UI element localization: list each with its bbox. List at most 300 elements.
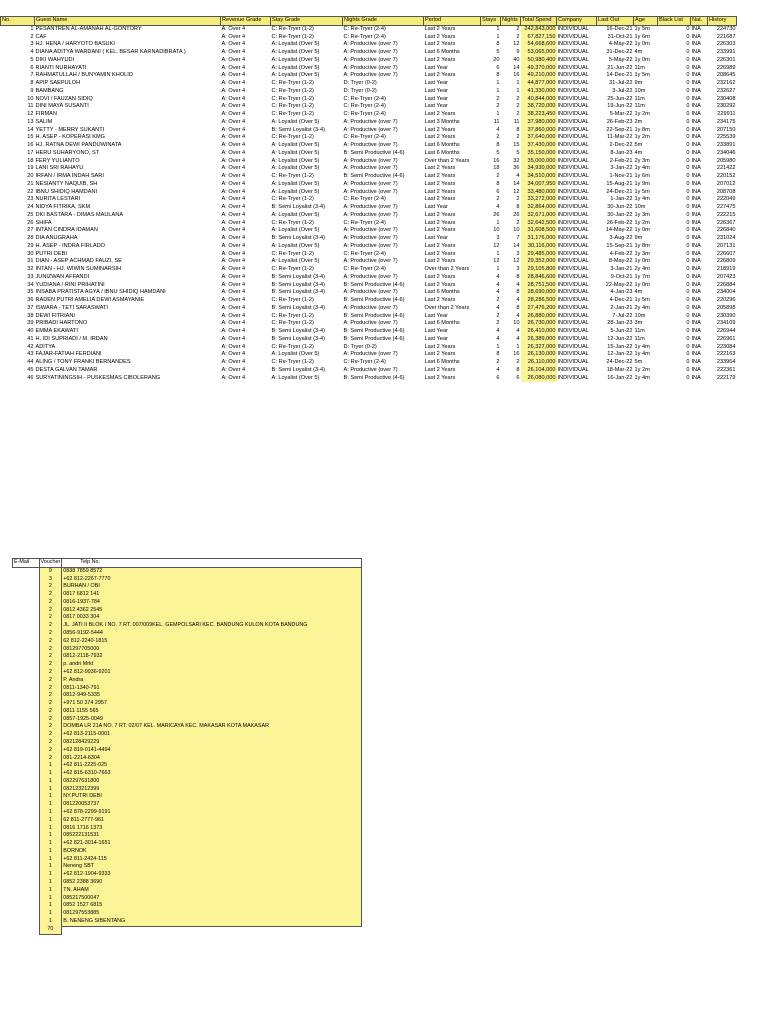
voucher-count-cell[interactable]: 2 xyxy=(39,630,62,638)
voucher-count-cell[interactable]: 2 xyxy=(39,638,62,646)
col-nat-cell[interactable]: INA xyxy=(691,95,701,102)
col-company-cell[interactable]: INDIVIDUAL xyxy=(557,72,589,79)
col-total-spend-cell[interactable]: 37,430,000 xyxy=(521,142,557,150)
voucher-count-cell[interactable]: 1 xyxy=(39,895,62,903)
col-nights-cell[interactable]: 2 xyxy=(516,95,520,102)
telp-no-cell[interactable]: +62 878-2299-9191 xyxy=(62,809,362,817)
col-guest-name-cell[interactable]: DIA ANUGRAHA xyxy=(35,235,78,241)
col-stays-cell[interactable]: 4 xyxy=(496,335,500,342)
col-black-list-cell[interactable]: 0 xyxy=(686,235,690,241)
email-cell[interactable] xyxy=(13,895,40,903)
col-history-cell[interactable]: 220296 xyxy=(716,297,736,303)
col-stays-cell[interactable]: 2 xyxy=(496,320,500,327)
telp-no-cell[interactable]: +62 821-3014-1651 xyxy=(62,840,362,848)
col-stay-grade-cell[interactable]: A: Loyalist (Over 5) xyxy=(271,211,320,218)
col-revenue-grade-cell[interactable]: A: Over 4 xyxy=(221,25,246,32)
voucher-count-cell[interactable]: 2 xyxy=(39,692,62,700)
col-stays-cell[interactable]: 4 xyxy=(496,204,500,210)
col-age-cell[interactable]: 1y 3m xyxy=(634,250,650,257)
col-revenue-grade-cell[interactable]: A: Over 4 xyxy=(221,41,246,48)
col-black-list-cell[interactable]: 0 xyxy=(686,273,690,280)
email-cell[interactable] xyxy=(13,716,40,724)
col-nat-cell[interactable]: INA xyxy=(691,142,701,148)
col-no-cell[interactable]: 29 xyxy=(27,242,34,249)
col-nat-cell[interactable]: INA xyxy=(691,250,701,257)
col-no-cell[interactable]: 3 xyxy=(30,41,34,48)
col-company-cell[interactable]: INDIVIDUAL xyxy=(557,80,589,86)
col-history-cell[interactable]: 232162 xyxy=(716,80,736,86)
col-period-cell[interactable]: Last 2 Years xyxy=(424,33,456,40)
email-cell[interactable] xyxy=(13,739,40,747)
col-revenue-grade-cell[interactable]: A: Over 4 xyxy=(221,366,246,373)
col-revenue-grade-cell[interactable]: A: Over 4 xyxy=(221,351,246,358)
telp-no-cell[interactable]: 081297553885 xyxy=(62,910,362,918)
telp-no-cell[interactable]: BURHAN / OBI xyxy=(62,583,362,591)
col-nights-cell[interactable]: 2 xyxy=(516,219,520,226)
voucher-count-cell[interactable]: 1 xyxy=(39,879,62,887)
col-nights-grade-cell[interactable]: B: Semi Productive (4-6) xyxy=(343,312,405,319)
col-guest-name-cell[interactable]: DESTA GALVAN TAMAR xyxy=(35,366,98,373)
col-revenue-grade-cell[interactable]: A: Over 4 xyxy=(221,173,246,179)
col-no-cell[interactable]: 46 xyxy=(27,374,34,381)
telp-no-cell[interactable]: 0812-949-5335 xyxy=(62,692,362,700)
col-nights-cell[interactable]: 12 xyxy=(513,188,520,195)
col-last-out-cell[interactable]: 24-Dec-22 xyxy=(606,359,633,365)
col-company-cell[interactable]: INDIVIDUAL xyxy=(557,56,589,63)
col-company-cell[interactable]: INDIVIDUAL xyxy=(557,134,589,141)
col-last-out-cell[interactable]: 4-May-22 xyxy=(608,41,633,48)
col-last-out-cell[interactable]: 5-May-22 xyxy=(608,56,633,63)
telp-no-cell[interactable]: DOMBA LR 21A NO. 7 RT. 02/07 KEL. MARICAYA KEC. MAKASAR KOTA MAKASAR xyxy=(62,723,362,731)
email-cell[interactable] xyxy=(13,723,40,731)
col-no-cell[interactable]: 1 xyxy=(30,25,34,32)
col-company-cell[interactable]: INDIVIDUAL xyxy=(557,273,589,280)
col-nights-grade-cell[interactable]: B: Semi Productive (4-6) xyxy=(343,374,405,381)
col-black-list-cell[interactable]: 0 xyxy=(686,173,690,179)
col-age-cell[interactable]: 10m xyxy=(634,204,646,210)
col-guest-name-cell[interactable]: APIP SAEPULOH xyxy=(35,80,81,86)
email-cell[interactable] xyxy=(13,770,40,778)
telp-no-cell[interactable]: 0856-9192-5444 xyxy=(62,630,362,638)
col-guest-name-cell[interactable]: H. IDI SUPRIADI / M. IRDAN xyxy=(35,335,108,342)
col-total-spend-cell[interactable]: 26,080,000 xyxy=(521,375,557,383)
voucher-count-cell[interactable]: 3 xyxy=(39,576,62,584)
col-stay-grade-cell[interactable]: C: Re-Tryer (1-2) xyxy=(271,173,314,179)
col-history-cell[interactable]: 221422 xyxy=(716,165,736,172)
col-nat-cell[interactable]: INA xyxy=(691,320,701,327)
col-total-spend-cell[interactable]: 26,130,000 xyxy=(521,351,557,359)
voucher-count-cell[interactable]: 1 xyxy=(39,778,62,786)
col-last-out-cell[interactable]: 16-Dec-21 xyxy=(606,25,633,32)
col-stays-cell[interactable]: 4 xyxy=(496,366,500,373)
col-total-spend-cell[interactable]: 26,389,000 xyxy=(521,336,557,344)
col-total-spend-cell[interactable]: 28,286,500 xyxy=(521,297,557,305)
col-last-out-cell[interactable]: 16-Jan-22 xyxy=(607,374,633,381)
col-period-cell[interactable]: Last 2 Years xyxy=(424,173,456,179)
col-age-cell[interactable]: 4m xyxy=(634,289,643,296)
col-history-cell[interactable]: 234046 xyxy=(716,149,736,156)
col-nights-cell[interactable]: 2 xyxy=(516,196,520,203)
col-nights-grade-cell[interactable]: A: Productive (over 7) xyxy=(343,242,398,249)
col-stay-grade-cell[interactable]: B: Semi Loyalist (3-4) xyxy=(271,328,325,334)
voucher-count-cell[interactable]: 1 xyxy=(39,817,62,825)
col-total-spend-cell[interactable]: 29,352,000 xyxy=(521,258,557,266)
col-nat-cell[interactable]: INA xyxy=(691,49,701,55)
col-age-cell[interactable]: 1y 8m xyxy=(634,126,650,133)
col-nights-cell[interactable]: 5 xyxy=(516,149,520,156)
col-company-cell[interactable]: INDIVIDUAL xyxy=(557,289,589,296)
col-nights-cell[interactable]: 40 xyxy=(513,56,520,63)
col-nat-cell[interactable]: INA xyxy=(691,111,701,117)
col-period-cell[interactable]: Last 2 Years xyxy=(424,297,456,303)
col-stay-grade-cell[interactable]: C: Re-Tryer (1-2) xyxy=(271,250,314,257)
col-stay-grade-cell[interactable]: A: Loyalist (Over 5) xyxy=(271,165,320,172)
voucher-count-cell[interactable]: 2 xyxy=(39,661,62,669)
col-guest-name-cell[interactable]: SALIM xyxy=(35,118,53,125)
col-stay-grade-cell[interactable]: A: Loyalist (Over 5) xyxy=(271,49,320,55)
col-stay-grade-cell[interactable]: B: Semi Loyalist (3-4) xyxy=(271,304,325,311)
col-age-cell[interactable]: 3m xyxy=(634,320,643,327)
col-no-cell[interactable]: 6 xyxy=(30,64,34,71)
voucher-header[interactable]: Voucher xyxy=(39,559,62,568)
col-revenue-grade-cell[interactable]: A: Over 4 xyxy=(221,374,246,381)
col-stays-cell[interactable]: 4 xyxy=(496,273,500,280)
col-period-cell[interactable]: Over than 2 Years xyxy=(424,266,470,272)
telp-no-cell[interactable]: 0817 0033 304 xyxy=(62,614,362,622)
col-guest-name-cell[interactable]: FAJAR-FATIAH FERDIANI xyxy=(35,351,102,358)
col-no-cell[interactable]: 19 xyxy=(27,165,34,172)
voucher-count-cell[interactable]: 1 xyxy=(39,840,62,848)
col-last-out-cell[interactable]: 22-May-22 xyxy=(605,281,633,288)
col-revenue-grade-cell[interactable]: A: Over 4 xyxy=(221,289,246,296)
col-stays-cell[interactable]: 4 xyxy=(496,289,500,296)
col-history-cell[interactable]: 230390 xyxy=(716,312,736,319)
col-nights-cell[interactable]: 8 xyxy=(516,204,520,210)
voucher-count-cell[interactable]: 2 xyxy=(39,731,62,739)
col-total-spend-header[interactable]: Total Spend xyxy=(521,17,557,26)
col-company-cell[interactable]: INDIVIDUAL xyxy=(557,157,589,164)
col-period-cell[interactable]: Last 2 Years xyxy=(424,219,456,226)
col-black-list-cell[interactable]: 0 xyxy=(686,180,690,187)
col-revenue-grade-cell[interactable]: A: Over 4 xyxy=(221,72,246,79)
col-history-cell[interactable]: 205980 xyxy=(716,157,736,164)
email-cell[interactable] xyxy=(13,825,40,833)
col-stay-grade-cell[interactable]: A: Loyalist (Over 5) xyxy=(271,180,320,187)
col-last-out-cell[interactable]: 3-Jul-22 xyxy=(612,87,633,94)
col-total-spend-cell[interactable]: 54,668,600 xyxy=(521,41,557,49)
col-black-list-cell[interactable]: 0 xyxy=(686,33,690,40)
col-nights-cell[interactable]: 14 xyxy=(513,64,520,71)
col-revenue-grade-cell[interactable]: A: Over 4 xyxy=(221,149,246,156)
col-nat-cell[interactable]: INA xyxy=(691,196,701,203)
col-stay-grade-cell[interactable]: C: Re-Tryer (1-2) xyxy=(271,196,314,203)
col-history-header[interactable]: History xyxy=(708,17,737,26)
col-guest-name-cell[interactable]: DEWI FITRIANI xyxy=(35,312,75,319)
email-cell[interactable] xyxy=(13,747,40,755)
col-guest-name-cell[interactable]: PRIBADI HARTONO xyxy=(35,320,88,327)
col-company-cell[interactable]: INDIVIDUAL xyxy=(557,95,589,102)
col-company-cell[interactable]: INDIVIDUAL xyxy=(557,180,589,187)
col-nights-grade-cell[interactable]: A: Productive (over 7) xyxy=(343,118,398,125)
telp-no-cell[interactable]: 0812-2118-7932 xyxy=(62,653,362,661)
col-company-cell[interactable]: INDIVIDUAL xyxy=(557,297,589,303)
col-guest-name-cell[interactable]: CAF xyxy=(35,33,47,40)
col-guest-name-cell[interactable]: ADITYA xyxy=(35,343,56,350)
col-black-list-cell[interactable]: 0 xyxy=(686,320,690,327)
col-nat-cell[interactable]: INA xyxy=(691,157,701,164)
col-period-cell[interactable]: Last 2 Years xyxy=(424,72,456,79)
col-last-out-cell[interactable]: 26-Feb-23 xyxy=(606,118,633,125)
col-stays-cell[interactable]: 4 xyxy=(496,126,500,133)
col-last-out-cell[interactable]: 7-Jul-22 xyxy=(612,312,633,319)
email-cell[interactable] xyxy=(13,708,40,716)
col-stays-cell[interactable]: 1 xyxy=(496,33,500,40)
col-history-cell[interactable]: 225539 xyxy=(716,134,736,141)
col-stays-cell[interactable]: 2 xyxy=(496,297,500,303)
col-total-spend-cell[interactable]: 26,104,000 xyxy=(521,367,557,375)
col-total-spend-cell[interactable]: 28,690,000 xyxy=(521,289,557,297)
col-last-out-cell[interactable]: 30-Jun-22 xyxy=(607,204,633,210)
email-cell[interactable] xyxy=(13,840,40,848)
col-last-out-cell[interactable]: 4-Jan-23 xyxy=(610,289,633,296)
voucher-count-cell[interactable]: 1 xyxy=(39,848,62,856)
telp-no-cell[interactable]: +62 812-2267-7770 xyxy=(62,576,362,584)
col-period-cell[interactable]: Last 2 Years xyxy=(424,227,456,234)
col-nat-cell[interactable]: INA xyxy=(691,328,701,334)
col-company-cell[interactable]: INDIVIDUAL xyxy=(557,33,589,40)
col-nights-grade-cell[interactable]: C: Re-Tryer (2-4) xyxy=(343,111,386,117)
col-nights-grade-cell[interactable]: C: Re-Tryer (2-4) xyxy=(343,25,386,32)
col-no-cell[interactable]: 43 xyxy=(27,351,34,358)
col-black-list-cell[interactable]: 0 xyxy=(686,165,690,172)
col-black-list-cell[interactable]: 0 xyxy=(686,87,690,94)
col-age-cell[interactable]: 2m xyxy=(634,118,643,125)
col-revenue-grade-cell[interactable]: A: Over 4 xyxy=(221,80,246,86)
col-stays-cell[interactable]: 6 xyxy=(496,374,500,381)
col-no-cell[interactable]: 33 xyxy=(27,273,34,280)
telp-no-cell[interactable]: +62 811-2225-025 xyxy=(62,762,362,770)
col-nights-cell[interactable]: 14 xyxy=(513,242,520,249)
col-nat-header[interactable]: Nat. xyxy=(691,17,708,26)
voucher-count-cell[interactable]: 2 xyxy=(39,700,62,708)
col-history-cell[interactable]: 234175 xyxy=(716,118,736,125)
col-black-list-cell[interactable]: 0 xyxy=(686,157,690,164)
col-no-cell[interactable]: 35 xyxy=(27,289,34,296)
col-no-cell[interactable]: 23 xyxy=(27,196,34,203)
col-guest-name-cell[interactable]: ALING / TONY FRANKI BERNANDES xyxy=(35,359,131,365)
col-guest-name-cell[interactable]: INTAN - HJ. WIWIN SUMINARSIH xyxy=(35,266,122,272)
col-stays-cell[interactable]: 1 xyxy=(496,250,500,257)
col-nights-grade-cell[interactable]: C: Re-Tryer (2-4) xyxy=(343,134,386,141)
col-guest-name-cell[interactable]: YETTY - MERRY SUKANTI xyxy=(35,126,105,133)
col-nights-cell[interactable]: 12 xyxy=(513,258,520,265)
col-nights-grade-cell[interactable]: B: Semi Productive (4-6) xyxy=(343,149,405,156)
telp-no-cell[interactable]: +62 813-2115-0001 xyxy=(62,731,362,739)
col-nights-cell[interactable]: 10 xyxy=(513,320,520,327)
col-nights-grade-cell[interactable]: C: Re-Tryer (2-4) xyxy=(343,219,386,226)
col-company-cell[interactable]: INDIVIDUAL xyxy=(557,64,589,71)
voucher-count-cell[interactable]: 1 xyxy=(39,809,62,817)
email-cell[interactable] xyxy=(13,871,40,879)
email-cell[interactable] xyxy=(13,677,40,685)
col-period-cell[interactable]: Last 6 Months xyxy=(424,359,460,365)
telp-no-cell[interactable]: 082128429229 xyxy=(62,739,362,747)
col-total-spend-cell[interactable]: 26,730,000 xyxy=(521,320,557,328)
col-no-cell[interactable]: 25 xyxy=(27,211,34,218)
col-nat-cell[interactable]: INA xyxy=(691,64,701,71)
col-no-cell[interactable]: 9 xyxy=(30,87,34,94)
col-revenue-grade-cell[interactable]: A: Over 4 xyxy=(221,118,246,125)
col-no-cell[interactable]: 28 xyxy=(27,235,34,241)
col-nights-grade-cell[interactable]: A: Productive (over 7) xyxy=(343,72,398,79)
col-revenue-grade-cell[interactable]: A: Over 4 xyxy=(221,273,246,280)
col-history-cell[interactable]: 224730 xyxy=(716,25,736,32)
col-guest-name-cell[interactable]: LANI SRI RAHAYU xyxy=(35,165,84,172)
col-no-cell[interactable]: 12 xyxy=(27,111,34,117)
col-guest-name-cell[interactable]: PUTRI DEBI xyxy=(35,250,67,257)
voucher-count-cell[interactable]: 2 xyxy=(39,677,62,685)
col-revenue-grade-cell[interactable]: A: Over 4 xyxy=(221,297,246,303)
col-nights-cell[interactable]: 2 xyxy=(516,134,520,141)
voucher-count-cell[interactable]: 2 xyxy=(39,747,62,755)
col-nat-cell[interactable]: INA xyxy=(691,165,701,172)
col-history-cell[interactable]: 207423 xyxy=(716,273,736,280)
col-history-cell[interactable]: 207012 xyxy=(716,180,736,187)
col-history-cell[interactable]: 226840 xyxy=(716,227,736,234)
telp-no-cell[interactable]: 62 812-2240-1815 xyxy=(62,638,362,646)
col-age-cell[interactable]: 9m xyxy=(634,235,643,241)
col-stays-cell[interactable]: 4 xyxy=(496,304,500,311)
col-stays-cell[interactable]: 2 xyxy=(496,173,500,179)
col-total-spend-cell[interactable]: 37,640,000 xyxy=(521,134,557,142)
col-stays-cell[interactable]: 4 xyxy=(496,328,500,334)
col-nights-cell[interactable]: 4 xyxy=(516,173,520,179)
col-last-out-cell[interactable]: 5-Jun-22 xyxy=(610,328,633,334)
col-last-out-cell[interactable]: 3-Jan-21 xyxy=(610,266,633,272)
col-period-cell[interactable]: Last 2 Years xyxy=(424,56,456,63)
col-nights-cell[interactable]: 3 xyxy=(516,266,520,272)
telp-no-header[interactable]: Telp No. xyxy=(62,559,362,568)
col-nat-cell[interactable]: INA xyxy=(691,56,701,63)
col-last-out-cell[interactable]: 19-Jun-22 xyxy=(607,103,633,110)
col-nights-cell[interactable]: 15 xyxy=(513,142,520,148)
telp-no-cell[interactable]: 0857-1925-0049 xyxy=(62,716,362,724)
col-total-spend-cell[interactable]: 41,330,000 xyxy=(521,88,557,96)
col-period-cell[interactable]: Last 2 Years xyxy=(424,180,456,187)
col-last-out-cell[interactable]: 26-Feb-22 xyxy=(606,219,633,226)
col-nights-header[interactable]: Nights xyxy=(501,17,521,26)
col-no-cell[interactable]: 2 xyxy=(30,33,34,40)
col-last-out-cell[interactable]: 14-Dec-21 xyxy=(606,72,633,79)
col-total-spend-cell[interactable]: 32,671,000 xyxy=(521,212,557,220)
col-stay-grade-cell[interactable]: C: Re-Tryer (1-2) xyxy=(271,134,314,141)
col-no-cell[interactable]: 42 xyxy=(27,343,34,350)
col-guest-name-cell[interactable]: RIANTI NURHAYATI xyxy=(35,64,87,71)
voucher-count-cell[interactable]: 1 xyxy=(39,801,62,809)
col-total-spend-cell[interactable]: 26,110,000 xyxy=(521,359,557,367)
col-period-cell[interactable]: Last Year xyxy=(424,87,448,94)
col-black-list-cell[interactable]: 0 xyxy=(686,41,690,48)
col-age-cell[interactable]: 1y 9m xyxy=(634,180,650,187)
col-last-out-cell[interactable]: 5-Mar-22 xyxy=(609,111,633,117)
telp-no-cell[interactable]: JL. JATI II BLOK I NO. 7 RT. 007/009KEL. GEMPOLSARI KEC. BANDUNG KULON KOTA BANDUNG xyxy=(62,622,362,630)
col-guest-name-cell[interactable]: ISWARA - TETI SARASWATI xyxy=(35,304,108,311)
col-company-cell[interactable]: INDIVIDUAL xyxy=(557,188,589,195)
col-stay-grade-cell[interactable]: C: Re-Tryer (1-2) xyxy=(271,320,314,327)
col-nights-grade-cell[interactable]: C: Re-Tryer (2-4) xyxy=(343,196,386,203)
email-cell[interactable] xyxy=(13,599,40,607)
col-stays-cell[interactable]: 2 xyxy=(496,312,500,319)
col-stays-cell[interactable]: 1 xyxy=(496,87,500,94)
col-nights-cell[interactable]: 8 xyxy=(516,126,520,133)
col-guest-name-cell[interactable]: RAHMATULLAH / BUNYAMIN KHOLID xyxy=(35,72,133,79)
email-cell[interactable] xyxy=(13,614,40,622)
col-nights-grade-cell[interactable]: A: Productive (over 7) xyxy=(343,351,398,358)
col-period-cell[interactable]: Last 2 Years xyxy=(424,366,456,373)
col-period-header[interactable]: Period xyxy=(424,17,481,26)
col-no-cell[interactable]: 37 xyxy=(27,304,34,311)
email-cell[interactable] xyxy=(13,700,40,708)
col-period-cell[interactable]: Last Year xyxy=(424,103,448,110)
col-guest-name-cell[interactable]: NIDYA FITRIKA, SKM xyxy=(35,204,91,210)
voucher-count-cell[interactable]: 2 xyxy=(39,685,62,693)
email-cell[interactable] xyxy=(13,576,40,584)
voucher-count-cell[interactable]: 2 xyxy=(39,669,62,677)
col-last-out-header[interactable]: Last Out xyxy=(597,17,634,26)
col-nights-cell[interactable]: 9 xyxy=(516,49,520,55)
col-stay-grade-cell[interactable]: A: Loyalist (Over 5) xyxy=(271,227,320,234)
email-cell[interactable] xyxy=(13,692,40,700)
col-revenue-grade-cell[interactable]: A: Over 4 xyxy=(221,111,246,117)
col-stay-grade-cell[interactable]: A: Loyalist (Over 5) xyxy=(271,374,320,381)
col-no-cell[interactable]: 36 xyxy=(27,297,34,303)
col-nights-cell[interactable]: 8 xyxy=(516,304,520,311)
col-stay-grade-cell[interactable]: C: Re-Tryer (1-2) xyxy=(271,33,314,40)
col-period-cell[interactable]: Last 2 Years xyxy=(424,258,456,265)
col-nat-cell[interactable]: INA xyxy=(691,227,701,234)
col-nights-grade-cell[interactable]: C: Re-Tryer (2-4) xyxy=(343,95,386,102)
col-revenue-grade-header[interactable]: Revenue Grade xyxy=(221,17,271,26)
col-stays-cell[interactable]: 3 xyxy=(496,235,500,241)
col-black-list-cell[interactable]: 0 xyxy=(686,149,690,156)
voucher-count-cell[interactable]: 1 xyxy=(39,786,62,794)
col-last-out-cell[interactable]: 9-Oct-21 xyxy=(610,273,633,280)
col-black-list-cell[interactable]: 0 xyxy=(686,219,690,226)
col-no-cell[interactable]: 26 xyxy=(27,219,34,226)
col-period-cell[interactable]: Last 6 Months xyxy=(424,142,460,148)
col-no-cell[interactable]: 15 xyxy=(27,134,34,141)
col-nat-cell[interactable]: INA xyxy=(691,242,701,249)
col-no-cell[interactable]: 4 xyxy=(30,49,34,55)
col-age-cell[interactable]: 2y 3m xyxy=(634,157,650,164)
col-age-cell[interactable]: 9m xyxy=(634,80,643,86)
col-no-cell[interactable]: 38 xyxy=(27,312,34,319)
col-company-cell[interactable]: INDIVIDUAL xyxy=(557,41,589,48)
col-age-cell[interactable]: 1y 0m xyxy=(634,281,650,288)
col-no-cell[interactable]: 34 xyxy=(27,281,34,288)
col-history-cell[interactable]: 222049 xyxy=(716,196,736,203)
col-nat-cell[interactable]: INA xyxy=(691,149,701,156)
col-history-cell[interactable]: 221687 xyxy=(716,33,736,40)
email-cell[interactable] xyxy=(13,607,40,615)
col-stay-grade-cell[interactable]: A: Loyalist (Over 5) xyxy=(271,258,320,265)
col-last-out-cell[interactable]: 1-Jan-22 xyxy=(610,196,633,203)
col-total-spend-cell[interactable]: 28,751,500 xyxy=(521,282,557,290)
telp-no-cell[interactable]: 62 811-2777-961 xyxy=(62,817,362,825)
col-history-cell[interactable]: 233964 xyxy=(716,359,736,365)
col-nights-grade-cell[interactable]: D: Tryer (0-2) xyxy=(343,87,377,94)
col-revenue-grade-cell[interactable]: A: Over 4 xyxy=(221,49,246,55)
